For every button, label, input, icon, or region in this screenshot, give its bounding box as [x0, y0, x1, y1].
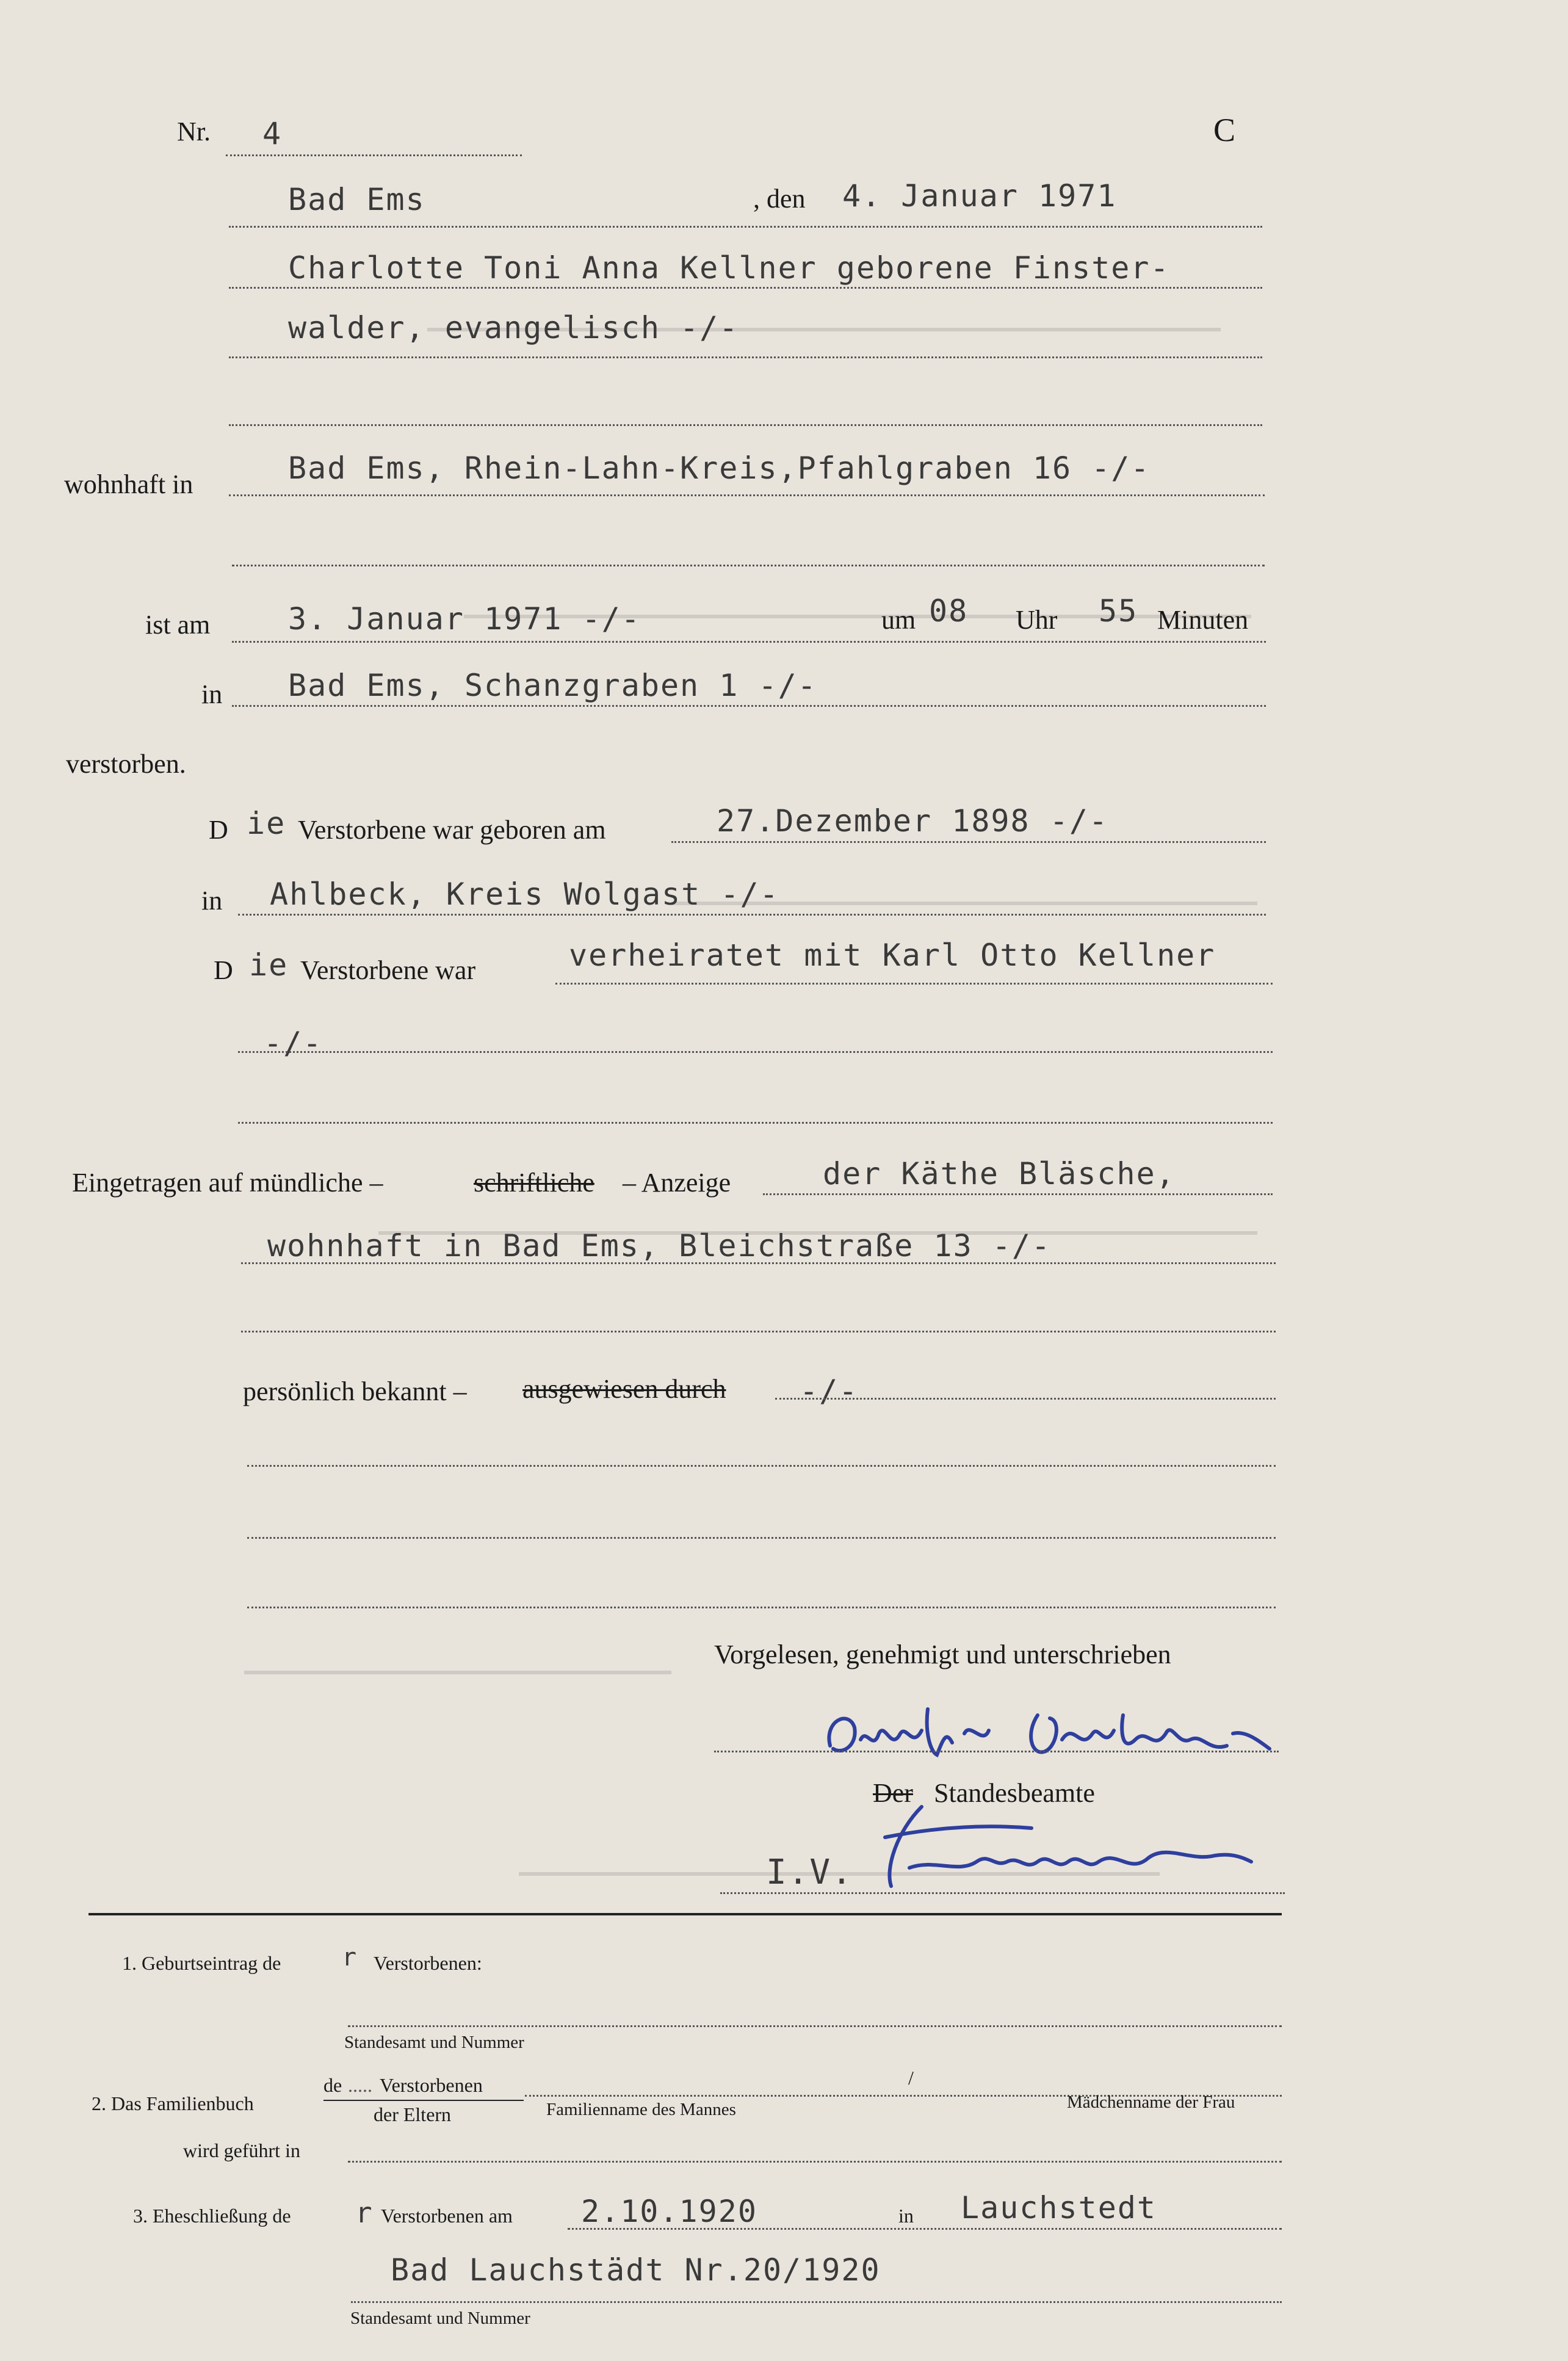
registrar-signature-rule [720, 1892, 1285, 1894]
born-in-rule [238, 914, 1266, 916]
born-in-label: in [201, 886, 223, 916]
form-letter: C [1213, 112, 1236, 148]
note-3-label: 3. Eheschließung de [133, 2205, 291, 2227]
informant-address: wohnhaft in Bad Ems, Bleichstraße 13 -/- [267, 1228, 1052, 1264]
informant-rule-2 [241, 1262, 1276, 1264]
minutes-value: 55 [1099, 593, 1138, 629]
note-3-office: Bad Lauchstädt Nr.20/1920 [391, 2252, 881, 2288]
note-1-typed: r [342, 1943, 358, 1972]
note-3-place: Lauchstedt [961, 2190, 1157, 2225]
name-line-1: Charlotte Toni Anna Kellner geborene Finster- [288, 250, 1170, 286]
note-2-dots: ..... [348, 2074, 372, 2096]
iv-label: I.V. [766, 1853, 853, 1892]
note-2-kept-label: wird geführt in [183, 2139, 300, 2161]
note-2-label: 2. Das Familienbuch [92, 2092, 254, 2114]
married-rule-3 [238, 1122, 1273, 1124]
residence-value: Bad Ems, Rhein-Lahn-Kreis,Pfahlgraben 16 -/- [288, 450, 1151, 486]
name-rule-2 [229, 356, 1262, 358]
nr-label: Nr. [177, 117, 211, 146]
born-rule [671, 841, 1266, 843]
hour-label: Uhr [1016, 605, 1058, 635]
place-date-line [229, 226, 1262, 228]
registered-struck: schriftliche [474, 1168, 594, 1198]
registrar-signature [873, 1801, 1263, 1892]
registrar-struck: Der [873, 1778, 913, 1808]
married-prefix-typed: ie [249, 947, 289, 983]
note-3-date: 2.10.1920 [581, 2194, 757, 2229]
married-prefix: D [214, 955, 233, 985]
nr-value: 4 [262, 116, 283, 151]
known-struck: ausgewiesen durch [522, 1374, 726, 1404]
married-rule-2 [238, 1051, 1273, 1053]
blank-rule-2 [247, 1537, 1276, 1539]
born-label: Verstorbene war geboren am [298, 815, 606, 845]
note-2-caption-wife: Mädchenname der Frau [1067, 2092, 1235, 2112]
note-1-label: 1. Geburtseintrag de [122, 1952, 281, 1974]
married-to: verheiratet mit Karl Otto Kellner [569, 938, 1216, 973]
minutes-label: Minuten [1157, 605, 1249, 635]
section-separator [89, 1913, 1282, 1915]
note-2-de: de [323, 2074, 342, 2096]
residence-rule-2 [232, 565, 1265, 566]
note-3-typed: r [355, 2196, 374, 2229]
registered-label: Eingetragen auf mündliche – [72, 1168, 383, 1198]
note-2-fraction-line [323, 2100, 524, 2101]
note-3-rule [568, 2228, 1282, 2230]
blank-rule-3 [247, 1607, 1276, 1608]
note-2-kept-rule [348, 2161, 1282, 2163]
date-label: , den [753, 184, 806, 214]
note-1-rule [348, 2025, 1282, 2027]
name-line-2: walder, evangelisch -/- [288, 310, 739, 345]
nr-line [226, 154, 522, 156]
married-label: Verstorbene war [300, 955, 476, 985]
residence-rule-1 [229, 494, 1265, 496]
registrar-label: Standesbeamte [934, 1778, 1095, 1808]
deceased-label: verstorben. [66, 749, 186, 779]
note-2-eltern: der Eltern [374, 2103, 452, 2125]
died-on-rule [232, 641, 1266, 643]
informant-rule-3 [241, 1331, 1276, 1332]
name-rule-3 [229, 424, 1262, 426]
married-rule-1 [555, 983, 1273, 985]
known-value: -/- [800, 1373, 859, 1409]
registered-label-2: – Anzeige [623, 1168, 731, 1198]
note-2-caption-husband: Familienname des Mannes [546, 2100, 736, 2119]
at-label: um [881, 605, 916, 635]
informant-rule-1 [763, 1193, 1273, 1195]
born-date: 27.Dezember 1898 -/- [717, 803, 1109, 839]
note-3-caption: Standesamt und Nummer [350, 2309, 530, 2328]
born-prefix-typed: ie [247, 806, 286, 841]
married-cont: -/- [264, 1025, 323, 1061]
born-prefix: D [209, 815, 228, 845]
died-on-value: 3. Januar 1971 -/- [288, 601, 641, 637]
died-in-label: in [201, 679, 223, 709]
note-1-label-2: Verstorbenen: [374, 1952, 482, 1974]
residence-label: wohnhaft in [64, 469, 193, 499]
informant: der Käthe Bläsche, [823, 1156, 1176, 1191]
hour-value: 08 [929, 593, 969, 629]
note-1-caption: Standesamt und Nummer [344, 2033, 524, 2052]
informant-signature-rule [714, 1751, 1279, 1752]
blank-rule-1 [247, 1465, 1276, 1467]
died-on-label: ist am [145, 610, 211, 640]
died-in-rule [232, 705, 1266, 707]
note-3-in-label: in [898, 2205, 914, 2227]
known-label: persönlich bekannt – [243, 1376, 467, 1406]
place-value: Bad Ems [288, 182, 425, 217]
note-2-verstorbenen: Verstorbenen [380, 2074, 483, 2096]
note-3-label-2: Verstorbenen am [381, 2205, 513, 2227]
born-in-value: Ahlbeck, Kreis Wolgast -/- [270, 877, 779, 912]
died-in-value: Bad Ems, Schanzgraben 1 -/- [288, 668, 817, 703]
date-value: 4. Januar 1971 [842, 178, 1117, 214]
name-rule-1 [229, 287, 1262, 289]
note-3-office-rule [351, 2301, 1282, 2303]
informant-signature [806, 1697, 1282, 1776]
note-2-slash: / [908, 2067, 914, 2089]
approved-label: Vorgelesen, genehmigt und unterschrieben [714, 1640, 1171, 1669]
known-rule [775, 1398, 1276, 1400]
